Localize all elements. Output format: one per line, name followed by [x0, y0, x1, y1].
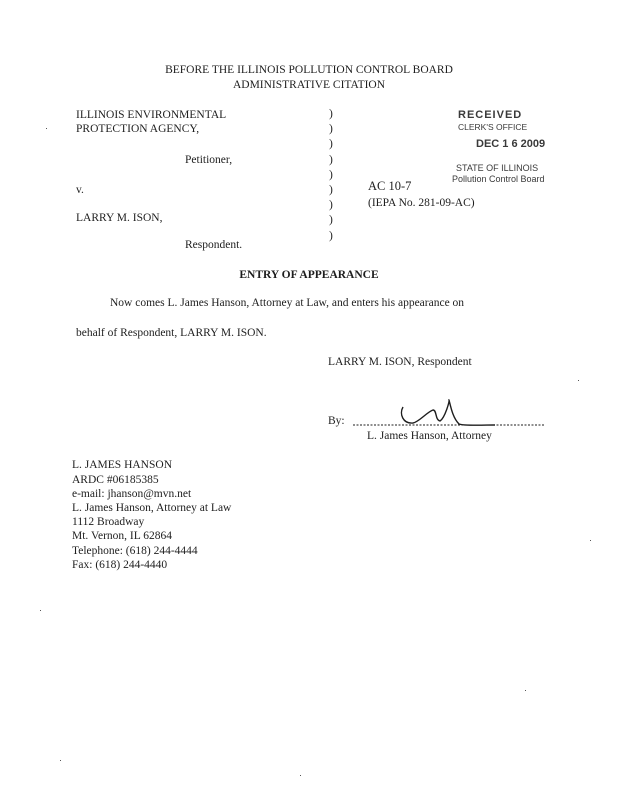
- versus: v.: [76, 184, 84, 196]
- date-stamp: DEC 1 6 2009: [476, 138, 546, 150]
- scan-speck: [590, 540, 591, 541]
- scan-speck: [46, 128, 47, 129]
- contact-ardc: ARDC #06185385: [72, 474, 159, 486]
- contact-name: L. JAMES HANSON: [72, 459, 172, 471]
- contact-fax: Fax: (618) 244-4440: [72, 559, 168, 571]
- paren: ): [329, 123, 333, 136]
- respondent-role: Respondent.: [185, 239, 243, 251]
- citation-type: ADMINISTRATIVE CITATION: [232, 79, 386, 91]
- paren: ): [329, 229, 333, 242]
- paren: ): [329, 168, 333, 181]
- petitioner-role: Petitioner,: [185, 154, 233, 166]
- state-stamp: STATE OF ILLINOIS: [456, 163, 539, 173]
- caption-parentheses: [329, 109, 337, 246]
- scan-speck: [300, 775, 301, 776]
- contact-firm: L. James Hanson, Attorney at Law: [72, 502, 232, 514]
- signature-scrawl: [401, 400, 495, 425]
- signer-name: L. James Hanson, Attorney: [367, 430, 492, 442]
- paren: ): [329, 214, 333, 227]
- by-label: By:: [328, 415, 345, 427]
- body-line-2: behalf of Respondent, LARRY M. ISON.: [76, 327, 267, 339]
- case-number: AC 10-7: [368, 179, 412, 193]
- petitioner-name-line1: ILLINOIS ENVIRONMENTAL: [76, 109, 227, 121]
- scan-speck: [60, 760, 61, 761]
- paren: ): [329, 199, 333, 212]
- contact-telephone: Telephone: (618) 244-4444: [72, 545, 198, 557]
- party-signature-line: LARRY M. ISON, Respondent: [328, 356, 472, 368]
- scan-speck: [40, 610, 41, 611]
- petitioner-name-line2: PROTECTION AGENCY,: [76, 123, 200, 135]
- signature-mark: [345, 398, 550, 430]
- clerks-office-stamp: CLERK'S OFFICE: [458, 122, 528, 132]
- contact-city: Mt. Vernon, IL 62864: [72, 530, 172, 542]
- board-stamp: Pollution Control Board: [452, 174, 545, 184]
- paren: ): [329, 108, 333, 120]
- paren: ): [329, 138, 333, 151]
- received-stamp: RECEIVED: [458, 109, 523, 121]
- paren: ): [329, 183, 333, 196]
- scan-speck: [578, 380, 579, 381]
- body-line-1: Now comes L. James Hanson, Attorney at Law, and enters his appearance on: [110, 297, 465, 309]
- contact-email: e-mail: jhanson@mvn.net: [72, 488, 192, 500]
- respondent-name: LARRY M. ISON,: [76, 212, 163, 224]
- scan-speck: [525, 690, 526, 691]
- court-name: BEFORE THE ILLINOIS POLLUTION CONTROL BOARD: [165, 64, 453, 76]
- document-title: ENTRY OF APPEARANCE: [239, 269, 379, 281]
- iepa-number: (IEPA No. 281-09-AC): [368, 197, 475, 209]
- paren: ): [329, 153, 333, 166]
- contact-street: 1112 Broadway: [72, 516, 145, 528]
